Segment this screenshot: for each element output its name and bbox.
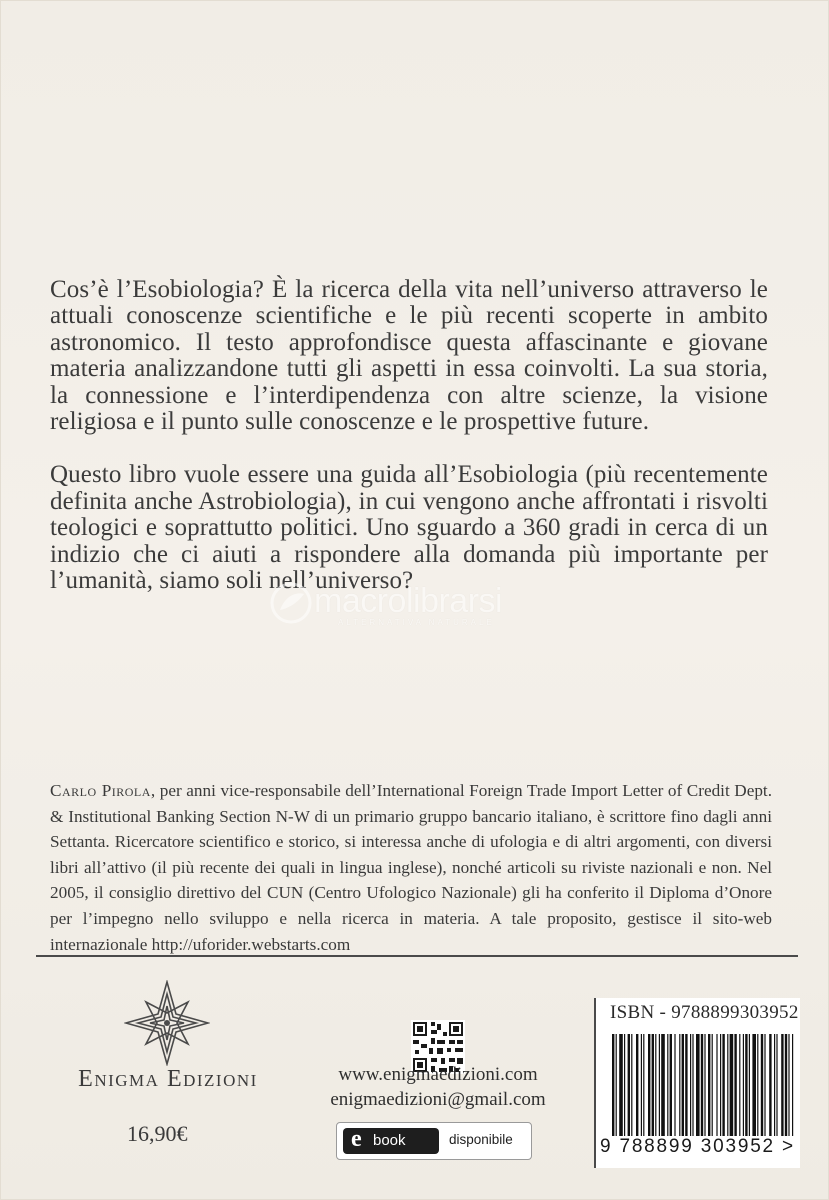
barcode-icon (610, 1034, 796, 1146)
ebook-status: disponibile (449, 1132, 513, 1147)
macrolibrarsi-watermark (268, 580, 568, 630)
barcode-bar (769, 1034, 771, 1146)
barcode-bar (624, 1034, 625, 1146)
barcode-bar (648, 1034, 650, 1146)
ebook-available-badge (336, 1122, 532, 1160)
publisher-name: Enigma Edizioni (78, 1066, 258, 1092)
website-link[interactable]: www.enigmaedizioni.com (338, 1064, 538, 1085)
blurb-paragraph-1: Cos’è l’Esobiologia? È la ricerca della vita nell’universo attraverso le attuali conoscenze scientifiche e le più recenti scoperte in ambito astronomico. Il testo approfondisce questa affascinante e giovane materia analizzandone tutti gli aspetti in essa coinvolti. La sua storia, la connessione e l’interdipendenza con altre scienze, la visione religiosa e il punto sulle conoscenze e le prospettive future. (50, 275, 768, 435)
barcode-bar (785, 1034, 787, 1146)
divider-rule (36, 955, 798, 957)
barcode-bar (690, 1034, 691, 1146)
barcode-bar (692, 1034, 693, 1146)
barcode-bar (730, 1034, 734, 1146)
barcode-bar (720, 1034, 721, 1146)
author-bio-text: , per anni vice-responsabile dell’International Foreign Trade Import Letter of Credit Dept. & Institutional Banking Section N-W di un primario gruppo bancario italiano, è scrittore fino dagli anni Settanta. Ricercatore scientifico e storico, si interessa anche di ufologia e di altri argomenti, con diversi libri all’attivo (il più recente dei quali in lingua inglese), nonché articoli su riviste nazionali e non. Nel 2005, il consiglio direttivo del CUN (Centro Ufologico Nazionale) gli ha conferito il Diploma d’Onore per l’impegno nello sviluppo e nella ricerca in materia. A tale proposito, gestisce il sito-web internazionale http://uforider.webstarts.com (50, 781, 772, 954)
barcode-bar (745, 1034, 747, 1146)
barcode-bar (641, 1034, 642, 1146)
barcode-bar (682, 1034, 684, 1146)
ebook-e-glyph: e (351, 1126, 362, 1152)
isbn-label: ISBN - 9788899303952 (610, 1002, 799, 1023)
barcode-bar (774, 1034, 775, 1146)
ebook-book-label: book (373, 1132, 406, 1149)
barcode-bar (655, 1034, 656, 1146)
barcode-bar (739, 1034, 740, 1146)
barcode-bar (776, 1034, 777, 1146)
book-blurb (50, 250, 768, 621)
barcode-bar (722, 1034, 724, 1146)
barcode-bar (696, 1034, 700, 1146)
leaf-swirl-icon (268, 580, 314, 626)
barcode-bar (659, 1034, 660, 1146)
barcode-bar (788, 1034, 789, 1146)
barcode-bar (792, 1034, 793, 1146)
barcode-bar (752, 1034, 756, 1146)
barcode-bar (685, 1034, 687, 1146)
barcode-bar (643, 1034, 644, 1146)
barcode-bar (734, 1034, 736, 1146)
barcode-bar (712, 1034, 713, 1146)
barcode-bar (670, 1034, 672, 1146)
barcode-bar (631, 1034, 632, 1146)
barcode-bar (708, 1034, 710, 1146)
barcode-bar (757, 1034, 758, 1146)
barcode-bar (761, 1034, 763, 1146)
barcode-bar (667, 1034, 668, 1146)
barcode-digits: 9 788899 303952 > (600, 1136, 800, 1158)
barcode-bar (661, 1034, 665, 1146)
barcode-bar (716, 1034, 717, 1146)
compass-star-logo-icon (124, 980, 210, 1066)
barcode-bar (749, 1034, 750, 1146)
ebook-pill (343, 1128, 439, 1154)
barcode-bar (679, 1034, 680, 1146)
barcode-bar (727, 1034, 728, 1146)
barcode-bar (616, 1034, 617, 1146)
barcode-bar (619, 1034, 623, 1146)
barcode-bar (764, 1034, 765, 1146)
blurb-paragraph-2: Questo libro vuole essere una guida all’Esobiologia (più recentemente definita anche Astrobiologia), in cui vengono anche affrontati i risvolti teologici e soprattutto politici. Uno sguardo a 360 gradi in cerca di un indizio che ci aiuti a rispondere alla domanda più importante per l’umanità, siamo soli nell’universo? (50, 461, 768, 594)
watermark-tagline: ALTERNATIVA NATURALE (338, 618, 495, 627)
author-bio (50, 778, 772, 957)
barcode-bar (743, 1034, 744, 1146)
barcode-bar (704, 1034, 705, 1146)
barcode-bar (652, 1034, 654, 1146)
watermark-name: macrolibrarsi (314, 582, 503, 620)
barcode-bar (636, 1034, 638, 1146)
barcode-bar (674, 1034, 675, 1146)
barcode-bar (612, 1034, 614, 1146)
author-name: Carlo Pirola (50, 781, 151, 800)
email-link[interactable]: enigmaedizioni@gmail.com (330, 1089, 546, 1110)
barcode-bar (701, 1034, 703, 1146)
isbn-box (594, 998, 800, 1168)
barcode-bar (628, 1034, 630, 1146)
price-label: 16,90€ (127, 1121, 188, 1146)
barcode-bar (781, 1034, 783, 1146)
